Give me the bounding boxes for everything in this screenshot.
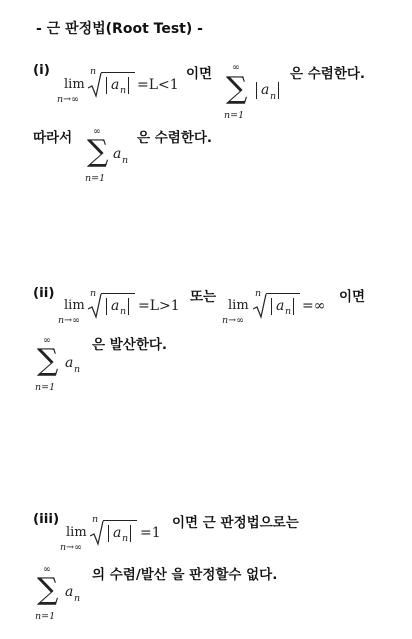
lim-text: lim (66, 525, 87, 540)
relation-2: =∞ (302, 298, 326, 314)
sigma-icon: ∑ (37, 572, 59, 607)
sum-top: ∞ (232, 62, 240, 73)
sum-bottom: n=1 (85, 173, 106, 184)
lim-subscript: n→∞ (57, 94, 79, 105)
sum-top: ∞ (93, 126, 101, 137)
abs-bar-right (128, 77, 129, 94)
relation: =L>1 (138, 298, 180, 314)
a-symbol: a (65, 355, 74, 371)
sum-top: ∞ (43, 335, 51, 346)
or-text: 또는 (190, 289, 217, 305)
abs-bar-left (256, 82, 257, 99)
radical-sign (88, 72, 102, 98)
n-subscript: n (285, 306, 292, 317)
radical-sign (90, 520, 104, 546)
section-label-ii: (ii) (33, 285, 55, 301)
sigma-icon: ∑ (87, 134, 109, 169)
sum-bottom: n=1 (35, 611, 56, 622)
a-symbol: a (276, 298, 285, 314)
abs-bar-right (130, 525, 131, 542)
a-symbol: a (261, 82, 270, 98)
abs-bar-left (108, 525, 109, 542)
a-symbol: a (111, 298, 120, 314)
sigma-icon: ∑ (37, 343, 59, 378)
abs-bar-left (271, 298, 272, 315)
lim-subscript: n→∞ (222, 315, 244, 326)
converges-text-2: 은 수렴한다. (137, 130, 213, 146)
abs-bar-right (293, 298, 294, 315)
lim-subscript: n→∞ (58, 315, 80, 326)
sum-top: ∞ (43, 564, 51, 575)
then-text: 이면 (186, 66, 213, 82)
sigma-icon: ∑ (226, 71, 248, 106)
a-symbol: a (65, 584, 74, 600)
page-title: - 근 판정법(Root Test) - (36, 21, 203, 37)
relation: =L<1 (137, 77, 179, 93)
lim-text: lim (64, 298, 85, 313)
section-label-i: (i) (33, 62, 50, 78)
radical-sign (253, 293, 267, 319)
sum-bottom: n=1 (224, 110, 245, 121)
n-subscript: n (270, 91, 277, 102)
a-symbol: a (113, 525, 122, 541)
converges-text: 은 수렴한다. (290, 66, 366, 82)
lim-subscript: n→∞ (60, 542, 82, 553)
n-subscript: n (120, 306, 127, 317)
then-text: 이면 근 판정법으로는 (172, 515, 299, 531)
n-subscript: n (74, 364, 81, 375)
lim-text: lim (64, 77, 85, 92)
root-index: n (90, 66, 97, 77)
cannot-text: 의 수렴/발산 을 판정할수 없다. (92, 567, 278, 583)
n-subscript: n (122, 155, 129, 166)
section-label-iii: (iii) (33, 511, 60, 527)
n-subscript: n (120, 85, 127, 96)
root-index: n (90, 288, 97, 299)
relation: =1 (140, 525, 161, 541)
diverges-text: 은 발산한다. (92, 337, 168, 353)
sum-bottom: n=1 (35, 382, 56, 393)
n-subscript: n (74, 593, 81, 604)
lim-text: lim (228, 298, 249, 313)
n-subscript: n (122, 533, 129, 544)
a-symbol: a (113, 146, 122, 162)
a-symbol: a (111, 77, 120, 93)
abs-bar-right (278, 82, 279, 99)
therefore-text: 따라서 (33, 130, 73, 146)
radical-sign (88, 293, 102, 319)
abs-bar-left (106, 77, 107, 94)
then-text: 이면 (339, 289, 366, 305)
abs-bar-right (128, 298, 129, 315)
root-index: n (92, 514, 99, 525)
root-index: n (255, 288, 262, 299)
abs-bar-left (106, 298, 107, 315)
